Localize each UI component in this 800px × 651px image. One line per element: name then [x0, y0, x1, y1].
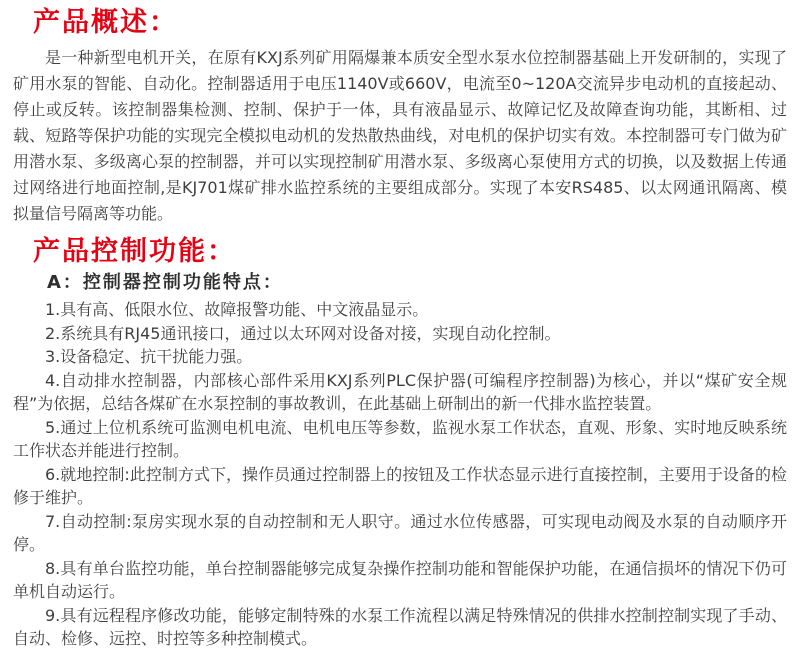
feature-item-1: 1.具有高、低限水位、故障报警功能、中文液晶显示。: [45, 300, 429, 319]
feature-item-9: 9.具有远程程序修改功能，能够定制特殊的水泵工作流程以满足特殊情况的供排水控制控制实现了手动、自动、检修、远控、时控等多种控制模式。: [13, 605, 787, 648]
controller-features-subheading: A：控制器控制功能特点：: [47, 272, 283, 293]
feature-item-2: 2.系统具有RJ45通讯接口，通过以太环网对设备对接，实现自动化控制。: [45, 323, 561, 343]
overview-section-heading: 产品概述：: [33, 7, 178, 38]
feature-item-5: 5.通过上位机系统可监测电机电流、电机电压等参数，监视水泵工作状态，直观、形象、实时地反映系统工作状态并能进行控制。: [13, 417, 787, 460]
control-functions-section-heading: 产品控制功能：: [33, 236, 236, 267]
feature-item-7: 7.自动控制:泵房实现水泵的自动控制和无人职守。通过水位传感器，可实现电动阀及水泵的自动顺序开停。: [13, 511, 787, 554]
overview-paragraph: 是一种新型电机开关，在原有KXJ系列矿用隔爆兼本质安全型水泵水位控制器基础上开发研制的，实现了矿用水泵的智能、自动化。控制器适用于电压1140V或660V，电流至0~120A交流异步电动机的直接起动、停止或反转。该控制器集检测、控制、保护于一体，具有液晶显示、故障记忆及故障查询功能，其断相、过载、短路等保护功能的实现完全模拟电动机的发热散热曲线，对电机的保护切实有效。本控制器可专门做为矿用潜水泵、多级离心泵的控制器，并可以实现控制矿用潜水泵、多级离心泵使用方式的切换，以及数据上传通过网络进行地面控制,是KJ701煤矿排水监控系统的主要组成部分。实现了本安RS485、以太网通讯隔离、模拟量信号隔离等功能。: [13, 48, 787, 223]
feature-item-4: 4.自动排水控制器，内部核心部件采用KXJ系列PLC保护器(可编程序控制器)为核心，并以“煤矿安全规程”为依据，总结各煤矿在水泵控制的事故教训，在此基础上研制出的新一代排水监控装置。: [13, 370, 787, 413]
feature-item-8: 8.具有单台监控功能，单台控制器能够完成复杂操作控制功能和智能保护功能，在通信损坏的情况下仍可单机自动运行。: [13, 558, 787, 601]
feature-item-6: 6.就地控制:此控制方式下，操作员通过控制器上的按钮及工作状态显示进行直接控制，主要用于设备的检修于维护。: [13, 464, 787, 507]
feature-item-3: 3.设备稳定、抗干扰能力强。: [45, 347, 253, 366]
